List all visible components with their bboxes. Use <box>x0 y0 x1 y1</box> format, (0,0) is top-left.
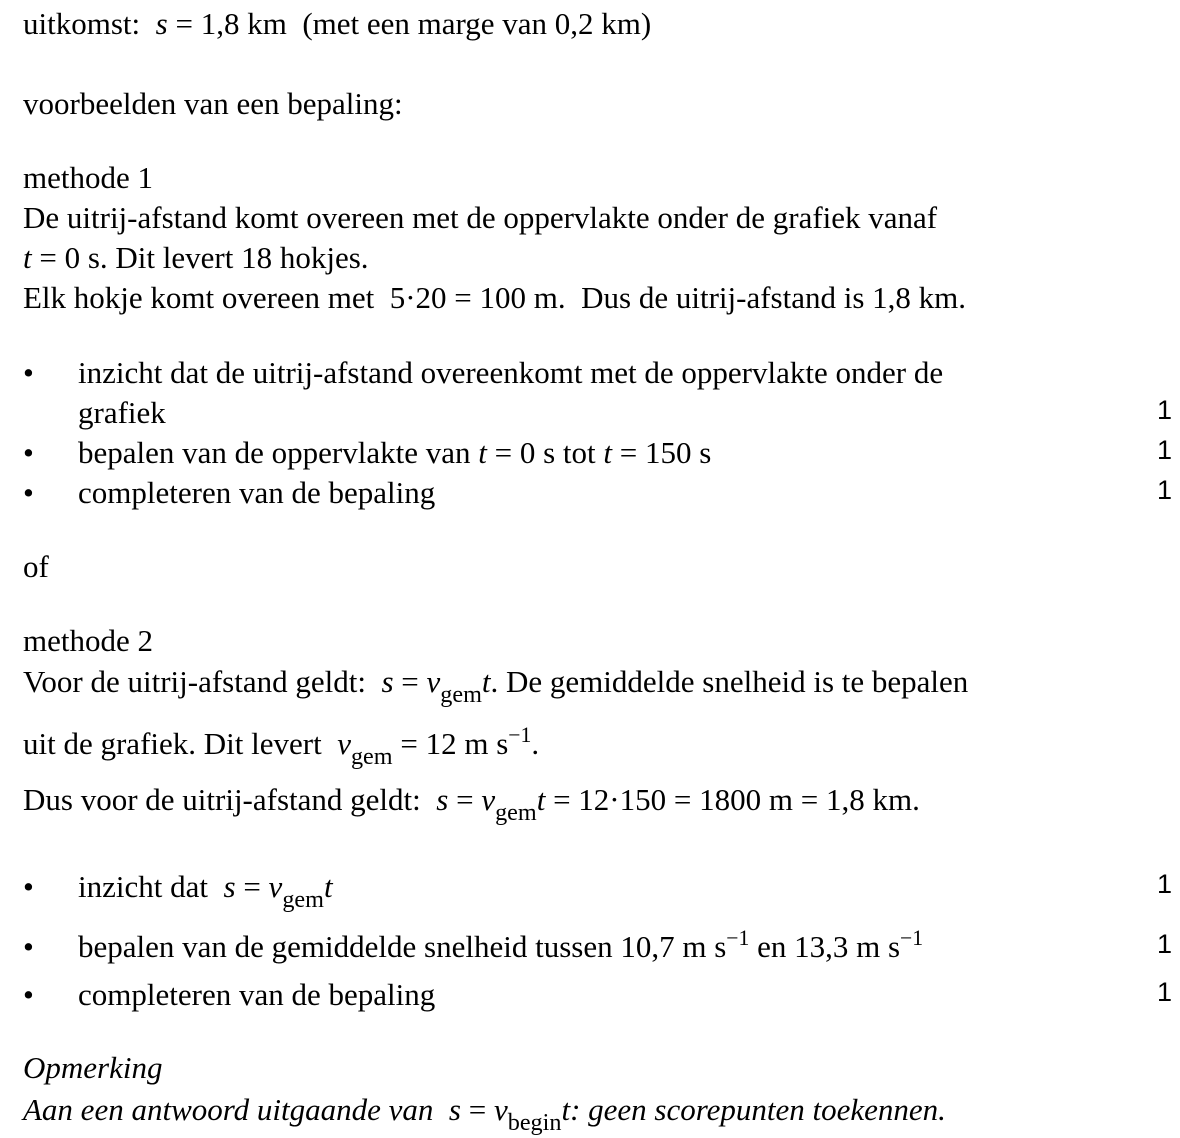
methode2-bullet1: inzicht dat $s = v_{gem}t$ <box>78 869 333 914</box>
uitkomst-line <box>23 8 651 39</box>
methode2-title: methode 2 <box>23 623 153 658</box>
bullet-glyph: • <box>23 475 34 510</box>
opmerking-line: Aan een antwoord uitgaande van $s = v_{begin}t$: geen scorepunten toekennen. <box>23 1092 946 1137</box>
methode1-bullet3: completeren van de bepaling <box>78 475 436 510</box>
symbol-t: t <box>23 240 32 275</box>
methode2-bullet3: completeren van de bepaling <box>78 977 436 1012</box>
score-point: 1 <box>1156 977 1172 1007</box>
methode1-line3: Elk hokje komt overeen met 5·20 = 100 m. Dus de uitrij-afstand is 1,8 km. <box>23 280 967 315</box>
methode1-bullet1-line2: grafiek <box>78 395 166 430</box>
bullet-glyph: • <box>23 355 34 390</box>
bullet-glyph: • <box>23 435 34 470</box>
methode1-equation: 5·20 = 100 m. <box>389 280 566 315</box>
uitkomst-marge: (met een marge van 0,2 km) <box>302 6 652 41</box>
of-separator: of <box>23 549 49 584</box>
methode1-bullet1-line1: inzicht dat de uitrij-afstand overeenkomt met de oppervlakte onder de <box>78 355 944 390</box>
methode1-bullet2: bepalen van de oppervlakte van t = 0 s tot t = 150 s <box>78 435 712 470</box>
symbol-s: s <box>155 6 168 41</box>
methode1-line2: t = 0 s. Dit levert 18 hokjes. <box>23 240 369 275</box>
methode2-line3: Dus voor de uitrij-afstand geldt: $s = v_{gem}t = 12\cdot 150 = 1800$ m = 1,8 km. <box>23 782 920 827</box>
score-point: 1 <box>1156 435 1172 465</box>
score-point: 1 <box>1156 869 1172 899</box>
methode2-line2: uit de grafiek. Dit levert $v_{gem} = 12$ m $s^{-1}$. <box>23 723 540 771</box>
opmerking-title: Opmerking <box>23 1050 163 1085</box>
methode1-line1: De uitrij-afstand komt overeen met de oppervlakte onder de grafiek vanaf <box>23 200 938 235</box>
bullet-glyph: • <box>23 929 34 964</box>
score-point: 1 <box>1156 929 1172 959</box>
methode2-bullet2: bepalen van de gemiddelde snelheid tussen 10,7 m $s^{-1}$ en 13,3 m $s^{-1}$ <box>78 926 924 964</box>
score-point: 1 <box>1156 395 1172 425</box>
uitkomst-label: uitkomst: <box>23 6 141 41</box>
voorbeelden-heading: voorbeelden van een bepaling: <box>23 86 403 121</box>
methode1-title: methode 1 <box>23 160 153 195</box>
uitkomst-value: = 1,8 km <box>167 6 287 41</box>
methode2-line1: Voor de uitrij-afstand geldt: $s = v_{gem}t$. De gemiddelde snelheid is te bepalen <box>23 664 969 709</box>
bullet-glyph: • <box>23 869 34 904</box>
bullet-glyph: • <box>23 977 34 1012</box>
score-point: 1 <box>1156 475 1172 505</box>
